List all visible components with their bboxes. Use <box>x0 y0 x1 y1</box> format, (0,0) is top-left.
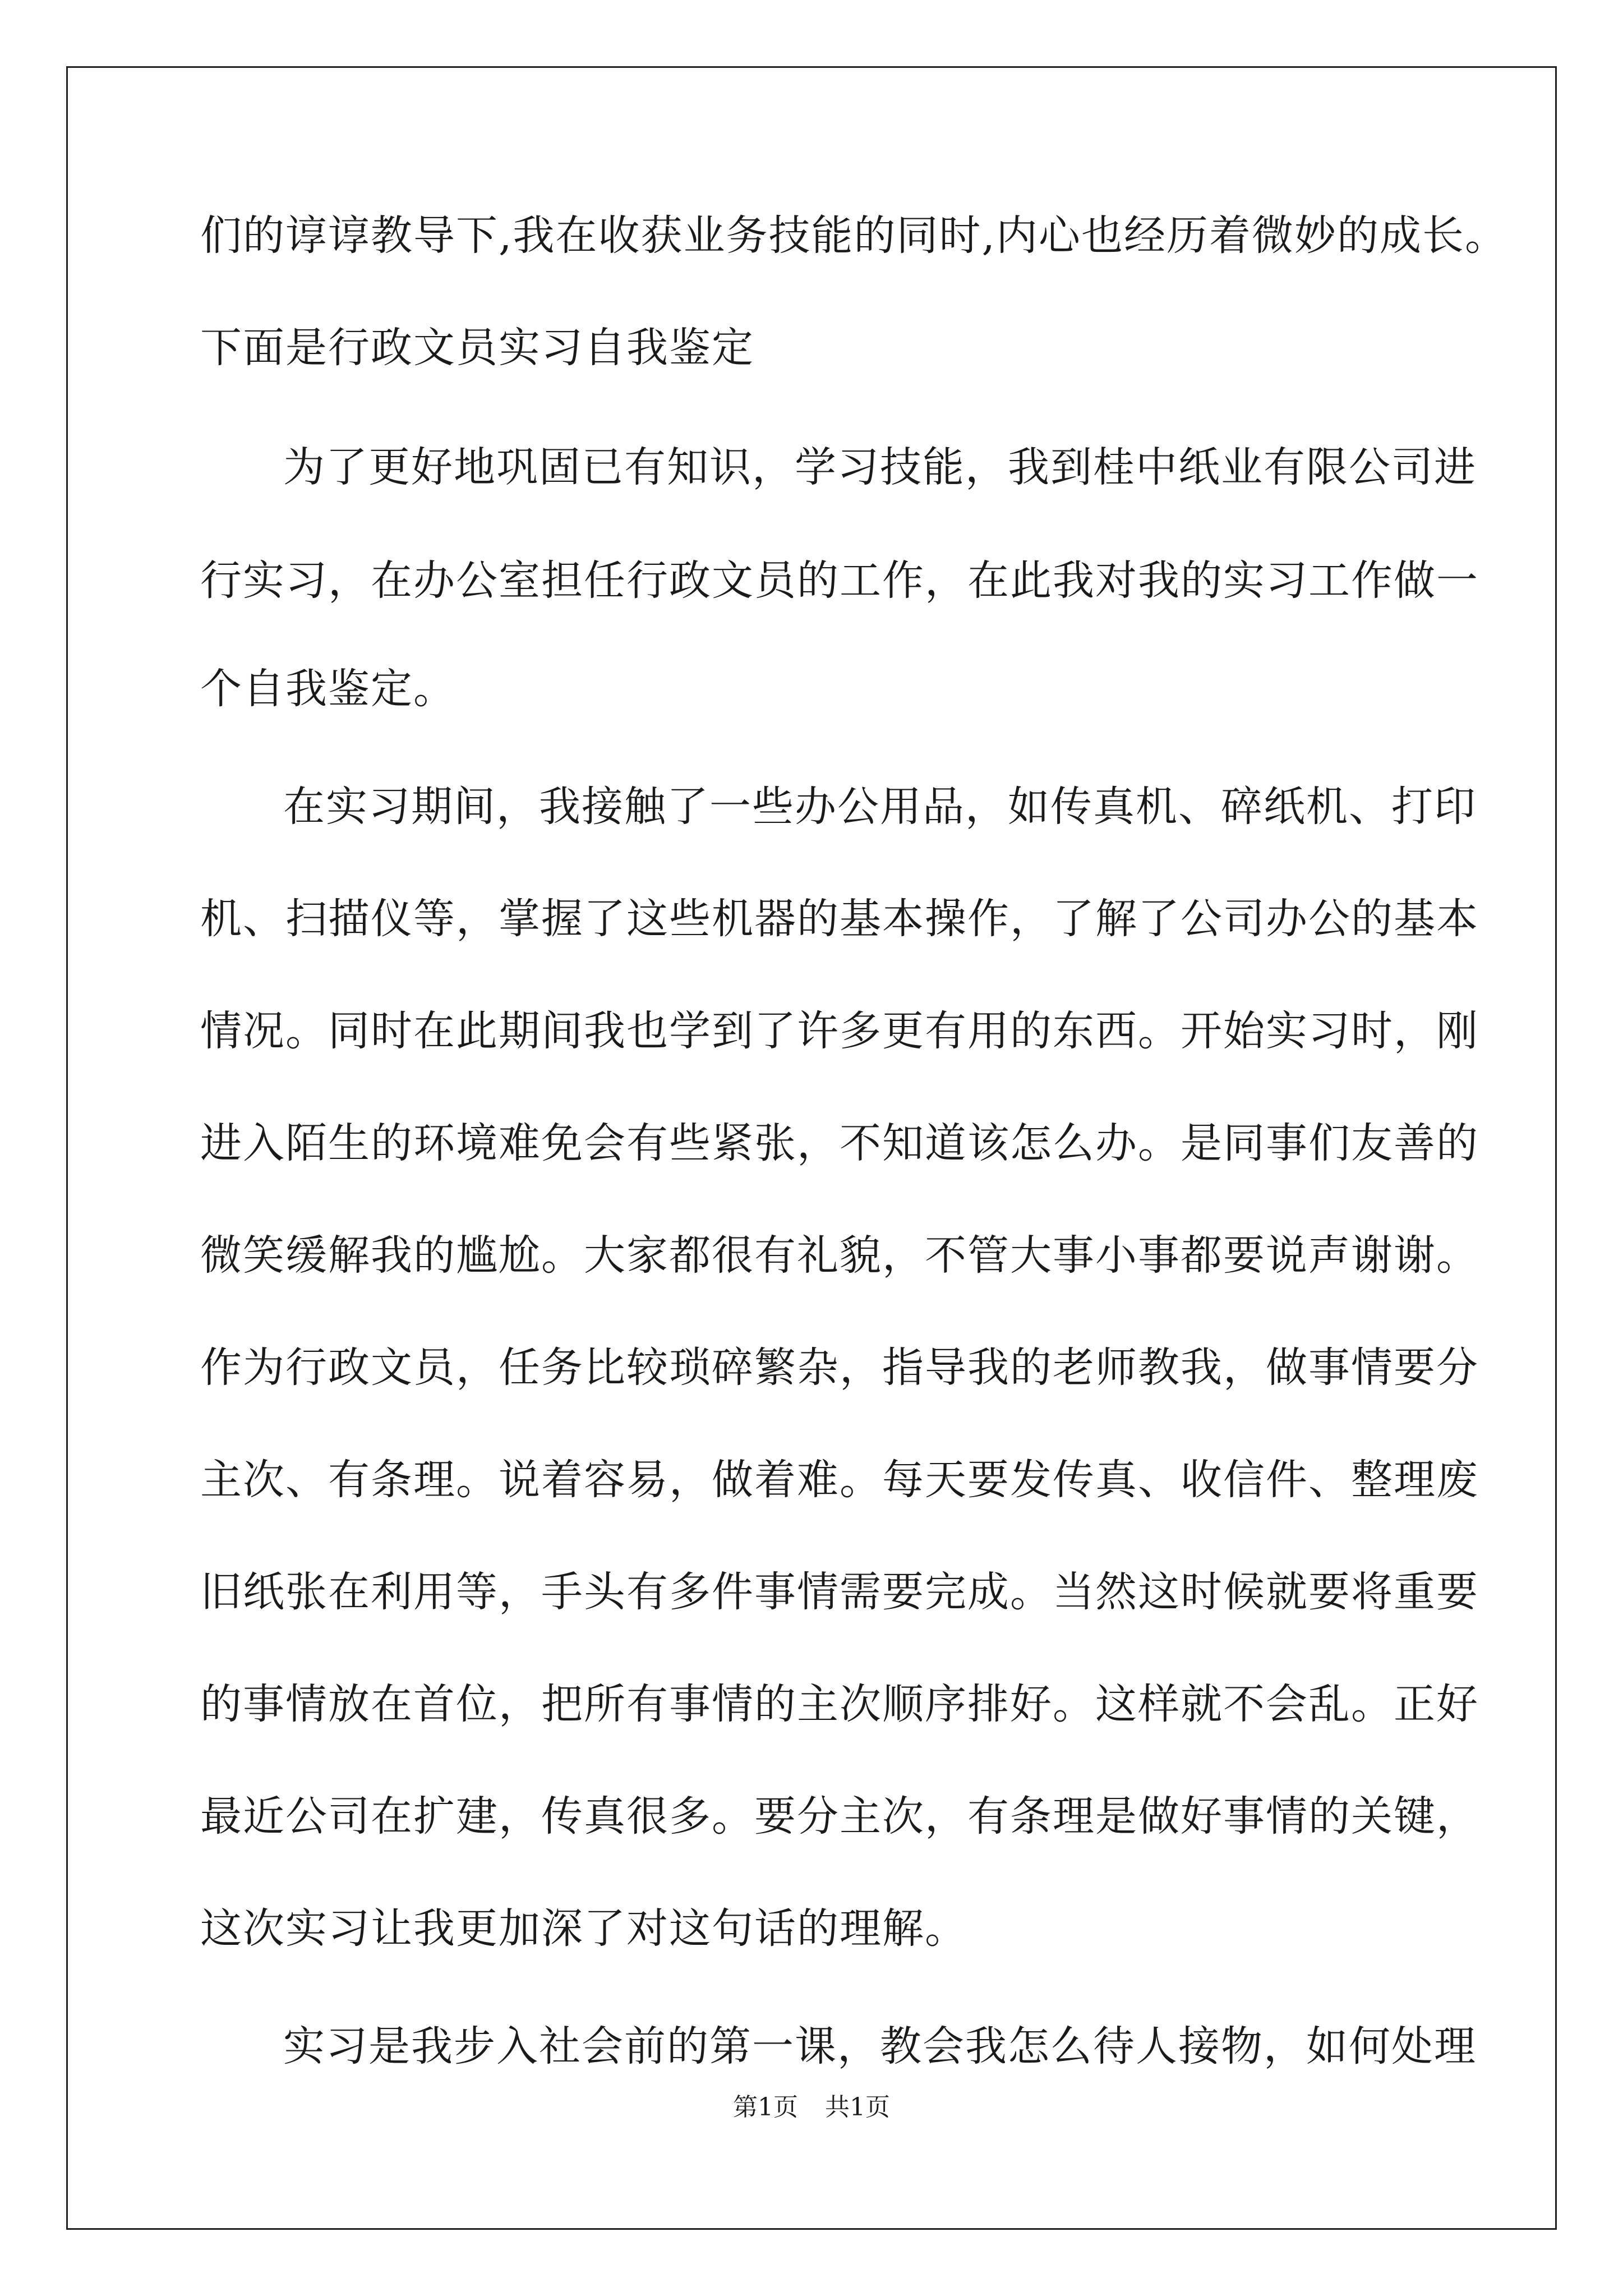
page-footer <box>0 2087 1623 2123</box>
text-line: 主次、有条理。说着容易，做着难。每天要发传真、收信件、整理废 <box>200 1456 1479 1504</box>
text-line: 行实习，在办公室担任行政文员的工作，在此我对我的实习工作做一 <box>200 556 1479 605</box>
text-line: 最近公司在扩建，传真很多。要分主次，有条理是做好事情的关键， <box>200 1792 1479 1841</box>
text-line: 旧纸张在利用等，手头有多件事情需要完成。当然这时候就要将重要 <box>200 1568 1479 1616</box>
text-line: 在实习期间，我接触了一些办公用品，如传真机、碎纸机、打印 <box>283 783 1477 831</box>
text-line: 微笑缓解我的尴尬。大家都很有礼貌，不管大事小事都要说声谢谢。 <box>200 1231 1479 1280</box>
text-line: 情况。同时在此期间我也学到了许多更有用的东西。开始实习时，刚 <box>200 1007 1479 1055</box>
text-line: 个自我鉴定。 <box>200 665 456 713</box>
text-line: 进入陌生的环境难免会有些紧张，不知道该怎么办。是同事们友善的 <box>200 1119 1479 1167</box>
text-line: 实习是我步入社会前的第一课，教会我怎么待人接物，如何处理 <box>283 2022 1477 2070</box>
page-total: 共1页 <box>825 2093 890 2122</box>
section-heading: 下面是行政文员实习自我鉴定 <box>200 324 754 372</box>
text-line: 为了更好地巩固已有知识，学习技能，我到桂中纸业有限公司进 <box>283 443 1477 491</box>
text-line: 作为行政文员，任务比较琐碎繁杂，指导我的老师教我，做事情要分 <box>200 1343 1479 1392</box>
text-line: 机、扫描仪等，掌握了这些机器的基本操作，了解了公司办公的基本 <box>200 895 1479 943</box>
text-line: 这次实习让我更加深了对这句话的理解。 <box>200 1904 967 1953</box>
text-line: 的事情放在首位，把所有事情的主次顺序排好。这样就不会乱。正好 <box>200 1680 1479 1728</box>
page-number: 第1页 <box>733 2093 798 2122</box>
text-line: 们的谆谆教导下,我在收获业务技能的同时,内心也经历着微妙的成长。 <box>200 211 1508 260</box>
